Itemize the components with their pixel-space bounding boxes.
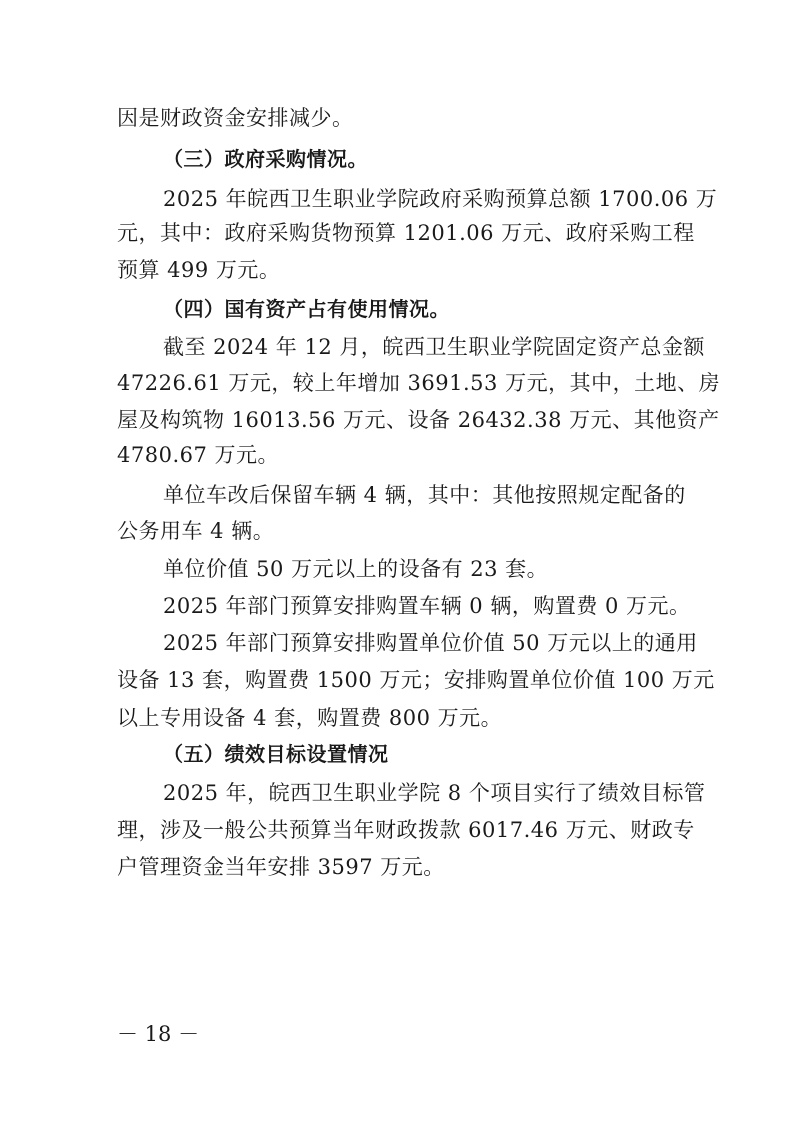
paragraph-line: 2025 年部门预算安排购置单位价值 50 万元以上的通用 [163, 631, 698, 655]
paragraph-line: 公务用车 4 辆。 [117, 519, 275, 543]
paragraph-line: 户管理资金当年安排 3597 万元。 [117, 855, 445, 879]
page-number: － 18 － [117, 1022, 200, 1046]
paragraph-line: 理，涉及一般公共预算当年财政拨款 6017.46 万元、财政专 [117, 818, 695, 842]
section-heading-performance-targets: （五）绩效目标设置情况 [163, 742, 389, 766]
paragraph-line: 单位车改后保留车辆 4 辆，其中：其他按照规定配备的 [163, 483, 686, 507]
paragraph-line: 以上专用设备 4 套，购置费 800 万元。 [117, 706, 503, 730]
paragraph-line: 截至 2024 年 12 月，皖西卫生职业学院固定资产总金额 [163, 335, 705, 359]
paragraph-line: 2025 年，皖西卫生职业学院 8 个项目实行了绩效目标管 [163, 781, 706, 805]
paragraph-line: 元，其中：政府采购货物预算 1201.06 万元、政府采购工程 [117, 221, 695, 245]
paragraph-line: 47226.61 万元，较上年增加 3691.53 万元，其中，土地、房 [117, 371, 721, 395]
paragraph-line: 2025 年皖西卫生职业学院政府采购预算总额 1700.06 万 [163, 187, 718, 211]
paragraph-line: 因是财政资金安排减少。 [117, 106, 354, 130]
section-heading-state-assets: （四）国有资产占有使用情况。 [163, 297, 450, 321]
paragraph-line: 4780.67 万元。 [117, 443, 280, 467]
section-heading-government-procurement: （三）政府采购情况。 [163, 147, 368, 171]
paragraph-line: 单位价值 50 万元以上的设备有 23 套。 [163, 557, 549, 581]
paragraph-line: 预算 499 万元。 [117, 258, 281, 282]
paragraph-line: 2025 年部门预算安排购置车辆 0 辆，购置费 0 万元。 [163, 594, 691, 618]
paragraph-line: 设备 13 套，购置费 1500 万元；安排购置单位价值 100 万元 [117, 668, 715, 692]
paragraph-line: 屋及构筑物 16013.56 万元、设备 26432.38 万元、其他资产 [117, 408, 720, 432]
